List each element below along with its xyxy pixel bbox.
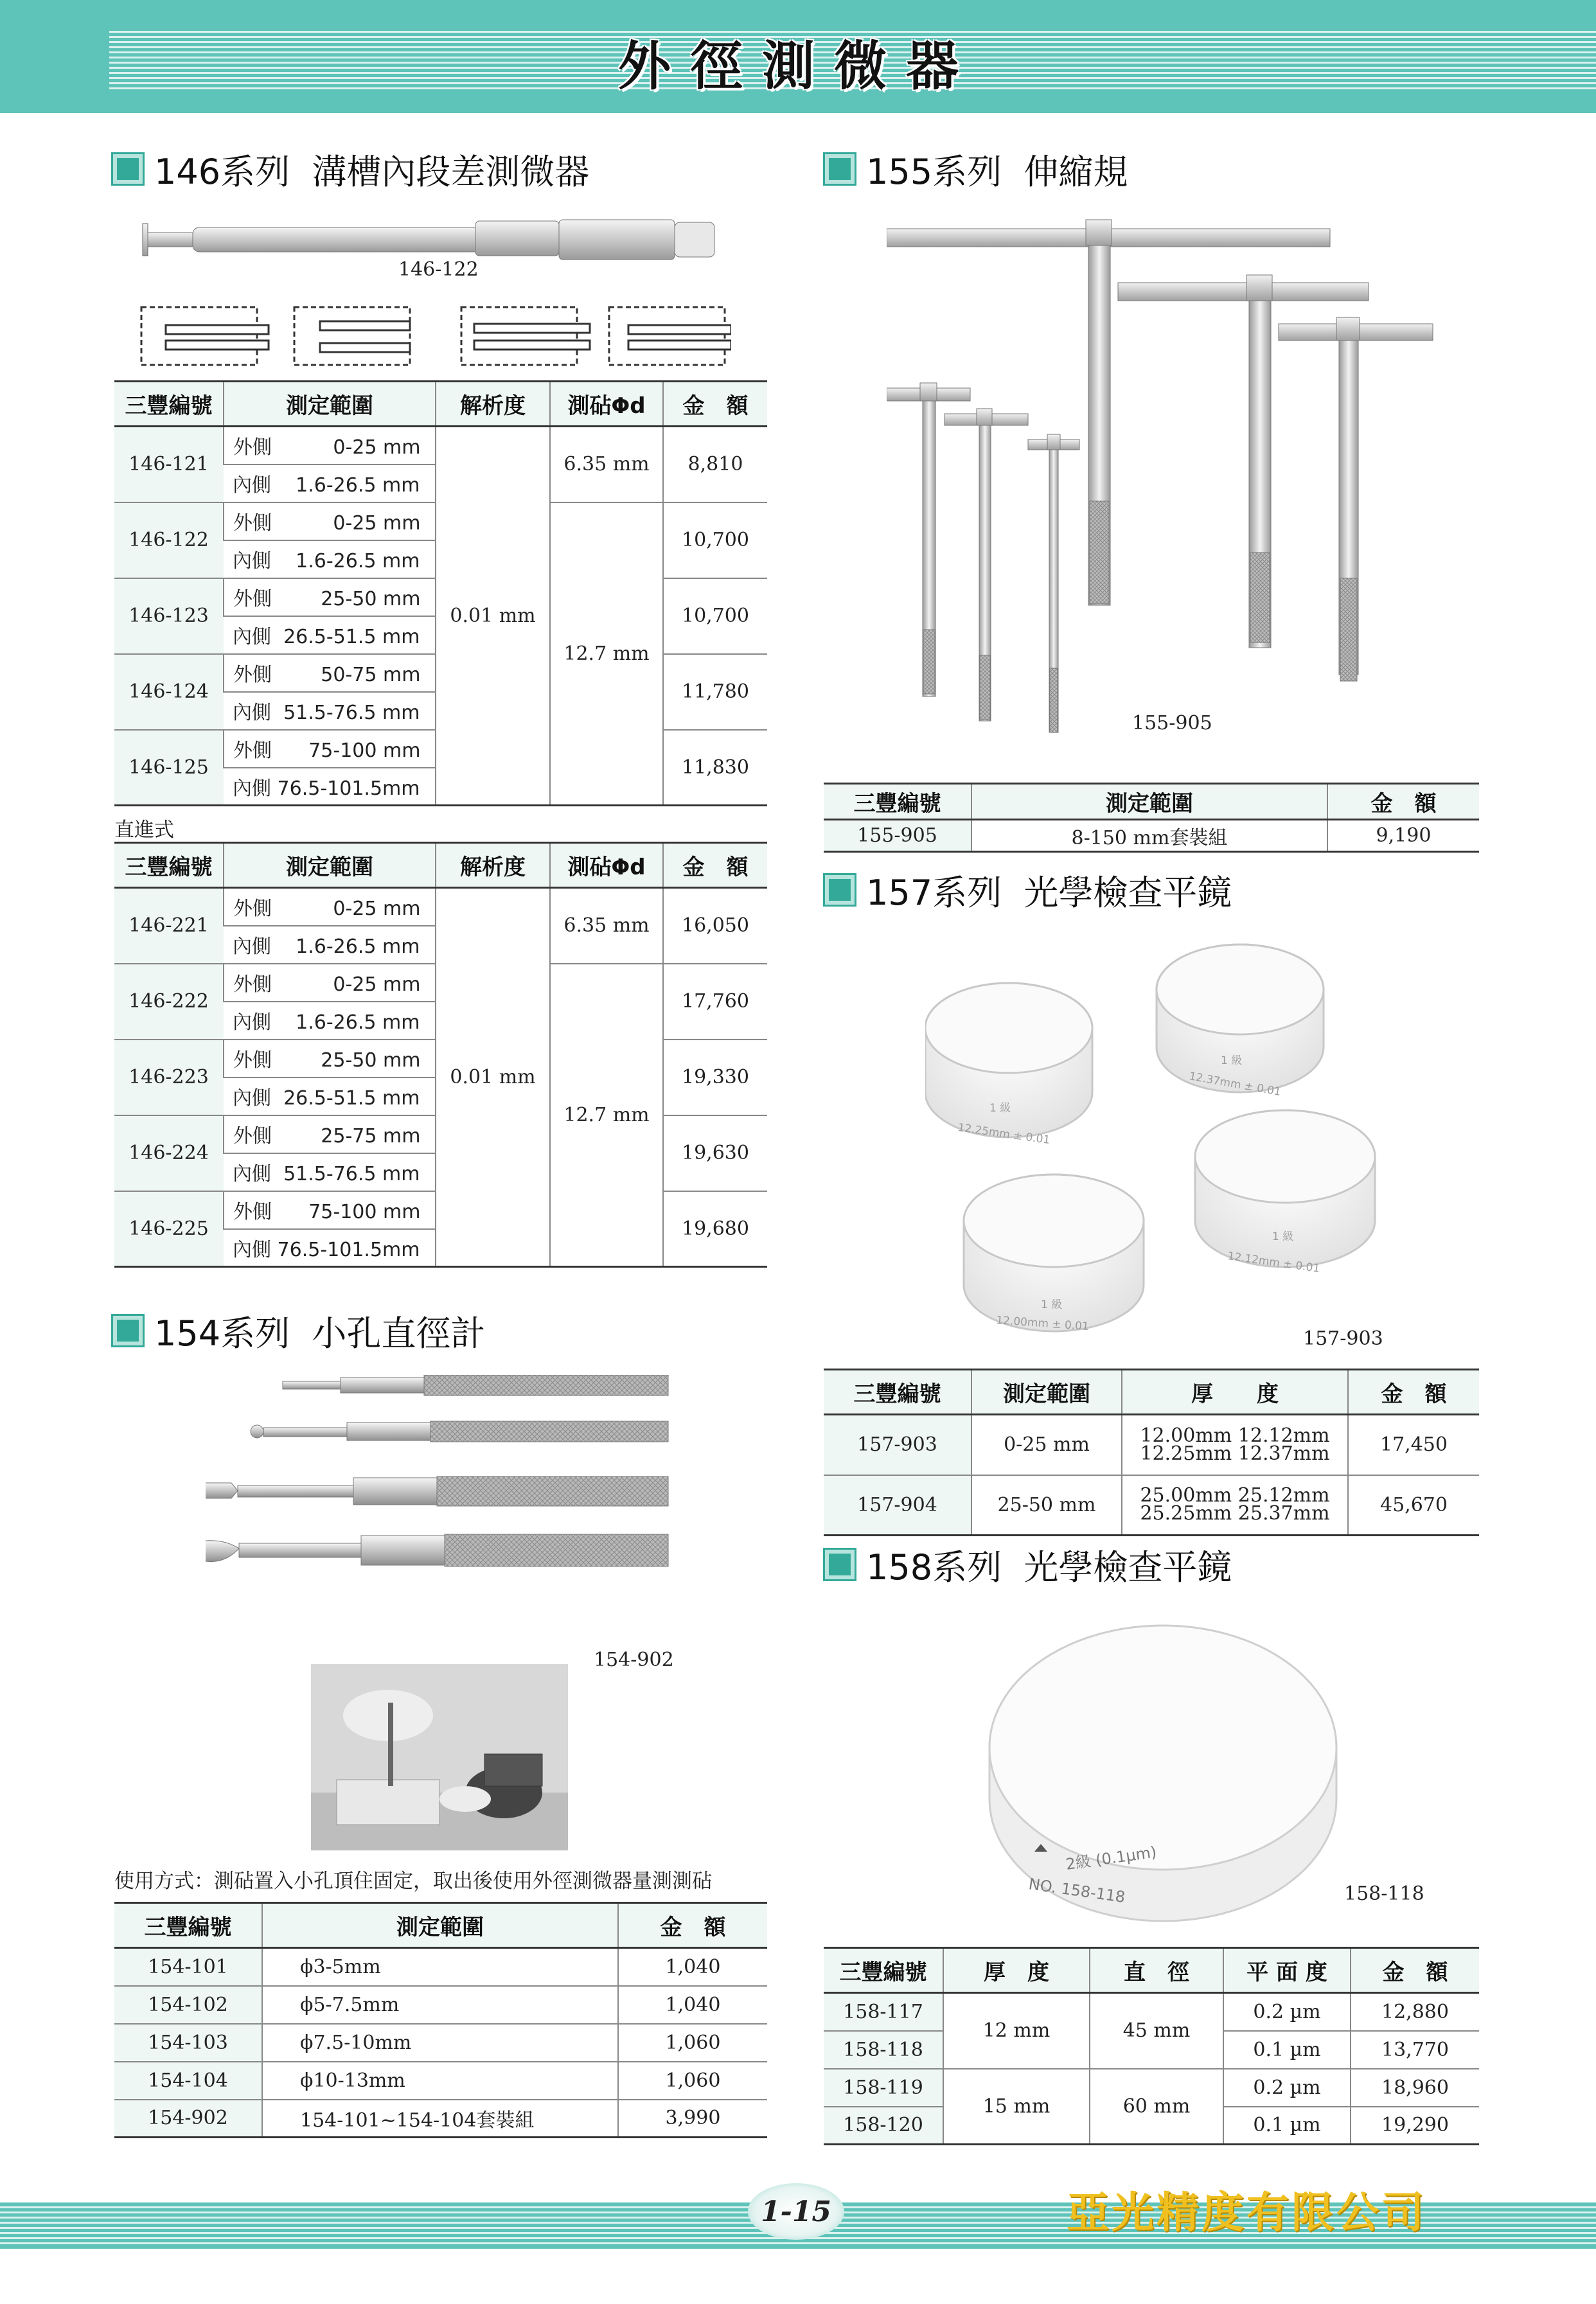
flatness-cell: 0.1 µm [1223, 2031, 1351, 2069]
table-155 [824, 783, 1479, 853]
range-inner: 內側 1.6-26.5 mm [224, 540, 436, 578]
section-bullet-icon [113, 154, 143, 184]
model-cell: 154-103 [114, 2024, 262, 2062]
model-cell: 146-221 [114, 888, 224, 964]
model-cell: 154-104 [114, 2062, 262, 2100]
price-cell: 10,700 [663, 502, 767, 578]
image-caption-158: 158-118 [1344, 1883, 1424, 1905]
range-cell: 25-50 mm [971, 1475, 1122, 1536]
anvil-cell: 12.7 mm [550, 964, 663, 1267]
usage-note: 使用方式：測砧置入小孔頂住固定，取出後使用外徑測微器量測測砧 [114, 1870, 712, 1893]
col-header: 三豐編號 [114, 382, 224, 427]
anvil-cell: 6.35 mm [550, 888, 663, 964]
model-cell: 154-102 [114, 1986, 262, 2024]
range-outer: 外側 25-50 mm [224, 578, 436, 616]
diameter-cell: 60 mm [1090, 2069, 1223, 2145]
flatness-cell: 0.2 µm [1223, 2069, 1351, 2107]
telescoping-gauge-image [887, 218, 1452, 758]
table-146 [114, 380, 767, 806]
col-header: 三豐編號 [824, 784, 971, 820]
model-cell: 146-121 [114, 427, 224, 502]
flat-thickness-label: 12.37mm ± 0.01 [1188, 1070, 1282, 1099]
page-title: 外徑測微器 [617, 36, 978, 97]
section-154-heading: 154系列 小孔直徑計 [113, 1308, 485, 1353]
flat-thickness-label: 12.12mm ± 0.01 [1227, 1250, 1321, 1276]
optical-flat-image [983, 1613, 1343, 1934]
col-header: 三豐編號 [824, 1370, 971, 1415]
price-cell: 19,330 [663, 1040, 767, 1115]
price-cell: 9,190 [1327, 820, 1479, 852]
price-cell: 19,680 [663, 1191, 767, 1267]
optical-parallel-set-image [925, 938, 1388, 1349]
model-cell: 146-225 [114, 1191, 224, 1267]
diameter-cell: 45 mm [1090, 1993, 1223, 2069]
col-header: 厚 度 [1122, 1370, 1348, 1415]
resolution-cell: 0.01 mm [436, 888, 550, 1267]
table-154 [114, 1902, 767, 2138]
range-outer: 外側 0-25 mm [224, 964, 436, 1002]
flat-grade-label: 1 級 [989, 1102, 1011, 1115]
price-cell: 18,960 [1351, 2069, 1479, 2107]
model-cell: 158-118 [824, 2031, 943, 2069]
price-cell: 1,060 [618, 2024, 767, 2062]
model-cell: 155-905 [824, 820, 971, 852]
table-146-straight [114, 842, 767, 1268]
col-header: 三豐編號 [114, 1903, 262, 1948]
image-caption-155: 155-905 [1132, 712, 1212, 734]
flat-number-label: NO. 158-118 [1027, 1875, 1126, 1907]
model-cell: 158-119 [824, 2069, 943, 2107]
col-header: 金 額 [1327, 784, 1479, 820]
range-inner: 內側 76.5-101.5mm [224, 768, 436, 806]
company-name: 亞光精度有限公司 [1067, 2188, 1426, 2237]
range-outer: 外側 0-25 mm [224, 888, 436, 926]
range-inner: 內側 1.6-26.5 mm [224, 1002, 436, 1040]
image-caption-157: 157-903 [1303, 1327, 1383, 1350]
thickness-cell [1122, 1475, 1348, 1536]
col-header: 金 額 [663, 382, 767, 427]
thickness-cell [1122, 1415, 1348, 1475]
col-header: 金 額 [618, 1903, 767, 1948]
table-158 [824, 1947, 1479, 2145]
price-cell: 45,670 [1348, 1475, 1479, 1536]
range-cell: 8-150 mm套裝組 [971, 820, 1327, 852]
section-bullet-icon [825, 875, 855, 905]
range-inner: 內側 51.5-76.5 mm [224, 692, 436, 730]
range-inner: 內側 26.5-51.5 mm [224, 616, 436, 654]
col-header: 解析度 [436, 843, 550, 888]
image-caption-146: 146-122 [398, 258, 479, 281]
section-157-heading: 157系列 光學檢查平鏡 [825, 867, 1232, 912]
model-cell: 146-223 [114, 1040, 224, 1115]
col-header: 解析度 [436, 382, 550, 427]
range-cell: ϕ10-13mm [262, 2062, 618, 2100]
model-cell: 154-101 [114, 1948, 262, 1986]
price-cell: 13,770 [1351, 2031, 1479, 2069]
model-cell: 146-123 [114, 578, 224, 654]
price-cell: 10,700 [663, 578, 767, 654]
col-header: 測定範圍 [262, 1903, 618, 1948]
price-cell: 17,760 [663, 964, 767, 1040]
thickness-line: 12.00mm 12.12mm [1140, 1424, 1330, 1447]
col-header: 測定範圍 [971, 1370, 1122, 1415]
col-header: 金 額 [1351, 1948, 1479, 1993]
section-bullet-icon [113, 1316, 143, 1345]
table-157 [824, 1369, 1479, 1536]
range-cell: ϕ3-5mm [262, 1948, 618, 1986]
col-header: 測定範圍 [224, 382, 436, 427]
range-inner: 內側 1.6-26.5 mm [224, 465, 436, 502]
section-bullet-icon [825, 154, 855, 184]
flatness-cell: 0.1 µm [1223, 2107, 1351, 2145]
range-outer: 外側 50-75 mm [224, 654, 436, 692]
price-cell: 19,630 [663, 1115, 767, 1191]
groove-diagram-icon [140, 302, 731, 373]
price-cell: 11,830 [663, 730, 767, 806]
price-cell: 19,290 [1351, 2107, 1479, 2145]
range-outer: 外側 25-50 mm [224, 1040, 436, 1077]
col-header: 三豐編號 [824, 1948, 943, 1993]
range-outer: 外側 75-100 mm [224, 1191, 436, 1229]
range-outer: 外側 75-100 mm [224, 730, 436, 768]
straight-type-label: 直進式 [114, 819, 174, 842]
flat-grade-label: 1 級 [1041, 1298, 1063, 1311]
range-inner: 內側 1.6-26.5 mm [224, 926, 436, 964]
thickness-line: 25.25mm 25.37mm [1140, 1502, 1330, 1525]
range-cell: ϕ5-7.5mm [262, 1986, 618, 2024]
price-cell: 1,040 [618, 1986, 767, 2024]
range-outer: 外側 0-25 mm [224, 427, 436, 465]
price-cell: 12,880 [1351, 1993, 1479, 2031]
col-header: 測定範圍 [224, 843, 436, 888]
col-header: 厚 度 [943, 1948, 1090, 1993]
col-header: 測定範圍 [971, 784, 1327, 820]
flatness-cell: 0.2 µm [1223, 1993, 1351, 2031]
small-hole-gauge-image [206, 1375, 681, 1645]
section-bullet-icon [825, 1550, 855, 1579]
section-155-heading: 155系列 伸縮規 [825, 146, 1128, 191]
flat-grade-label: 1 級 [1221, 1054, 1243, 1067]
col-header: 測砧Φd [550, 382, 663, 427]
resolution-cell: 0.01 mm [436, 427, 550, 806]
flat-thickness-label: 12.00mm ± 0.01 [995, 1314, 1090, 1334]
model-cell: 146-125 [114, 730, 224, 806]
thickness-line: 25.00mm 25.12mm [1140, 1484, 1330, 1507]
model-cell: 146-222 [114, 964, 224, 1040]
image-caption-154: 154-902 [594, 1649, 674, 1671]
thickness-cell: 12 mm [943, 1993, 1090, 2069]
anvil-cell: 12.7 mm [550, 502, 663, 806]
price-cell: 17,450 [1348, 1415, 1479, 1475]
model-cell: 146-122 [114, 502, 224, 578]
anvil-cell: 6.35 mm [550, 427, 663, 502]
thickness-line: 12.25mm 12.37mm [1140, 1442, 1330, 1465]
model-cell: 157-904 [824, 1475, 971, 1536]
model-cell: 158-117 [824, 1993, 943, 2031]
flat-grade-label: 1 級 [1272, 1230, 1294, 1243]
section-146-heading: 146系列 溝槽內段差測微器 [113, 146, 589, 191]
col-header: 平 面 度 [1223, 1948, 1351, 1993]
thickness-cell: 15 mm [943, 2069, 1090, 2145]
model-cell: 146-124 [114, 654, 224, 730]
range-inner: 內側 26.5-51.5 mm [224, 1077, 436, 1115]
price-cell: 16,050 [663, 888, 767, 964]
range-cell: 0-25 mm [971, 1415, 1122, 1475]
col-header: 測砧Φd [550, 843, 663, 888]
col-header: 金 額 [663, 843, 767, 888]
price-cell: 1,060 [618, 2062, 767, 2100]
page-number: 1-15 [748, 2183, 844, 2240]
range-cell: ϕ7.5-10mm [262, 2024, 618, 2062]
price-cell: 11,780 [663, 654, 767, 730]
range-outer: 外側 25-75 mm [224, 1115, 436, 1153]
section-158-heading: 158系列 光學檢查平鏡 [825, 1542, 1232, 1587]
price-cell: 8,810 [663, 427, 767, 502]
col-header: 直 徑 [1090, 1948, 1223, 1993]
range-cell: 154-101~154-104套裝組 [262, 2100, 618, 2138]
usage-photo-image [311, 1664, 568, 1850]
model-cell: 158-120 [824, 2107, 943, 2145]
price-cell: 1,040 [618, 1948, 767, 1986]
range-inner: 內側 51.5-76.5 mm [224, 1153, 436, 1191]
flat-grade-label: 2級 (0.1μm) [1064, 1843, 1158, 1874]
flat-thickness-label: 12.25mm ± 0.01 [957, 1121, 1051, 1148]
model-cell: 157-903 [824, 1415, 971, 1475]
model-cell: 146-224 [114, 1115, 224, 1191]
range-inner: 內側 76.5-101.5mm [224, 1229, 436, 1267]
col-header: 三豐編號 [114, 843, 224, 888]
range-outer: 外側 0-25 mm [224, 502, 436, 540]
col-header: 金 額 [1348, 1370, 1479, 1415]
price-cell: 3,990 [618, 2100, 767, 2138]
model-cell: 154-902 [114, 2100, 262, 2138]
